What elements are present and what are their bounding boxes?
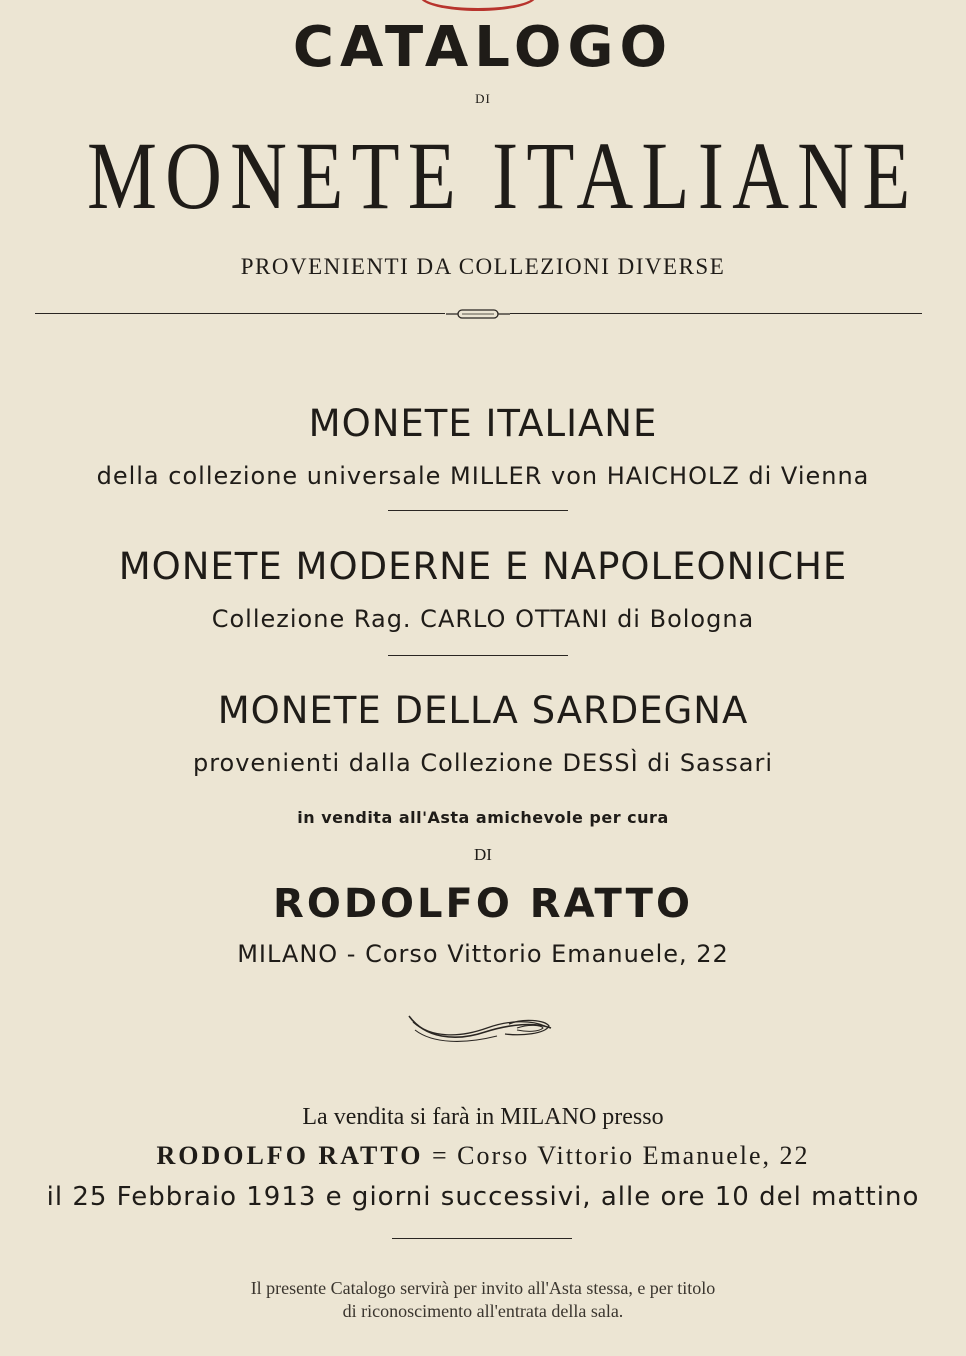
- divider-right: [510, 313, 922, 314]
- footer-note-line1: Il presente Catalogo servirà per invito all'Asta stessa, e per titolo: [250, 1278, 716, 1298]
- divider-ornament-icon: [444, 305, 512, 323]
- section-title-miller: MONETE ITALIANE: [308, 402, 658, 445]
- footer-rule: [392, 1238, 572, 1239]
- section-rule: [388, 655, 568, 656]
- di-connector: DI: [474, 845, 492, 864]
- flourish-ornament-icon: [405, 1008, 555, 1048]
- sale-venue-address: = Corso Vittorio Emanuele, 22: [423, 1141, 810, 1170]
- main-title: MONETE ITALIANE: [86, 122, 919, 229]
- catalog-heading: CATALOGO: [292, 15, 674, 80]
- section-rule: [388, 510, 568, 511]
- section-subtitle-dessi: provenienti dalla Collezione DESSÌ di Sassari: [192, 749, 774, 777]
- sale-date: il 25 Febbraio 1913 e giorni successivi, alle ore 10 del mattino: [46, 1182, 920, 1212]
- section-subtitle-ottani: Collezione Rag. CARLO OTTANI di Bologna: [211, 605, 755, 633]
- di-connector: DI: [475, 91, 491, 106]
- title-subtitle: PROVENIENTI DA COLLEZIONI DIVERSE: [240, 254, 726, 279]
- section-subtitle-miller: della collezione universale MILLER von HAICHOLZ di Vienna: [96, 462, 870, 490]
- library-stamp: [420, 0, 536, 11]
- footer-note-line2: di riconoscimento all'entrata della sala.: [342, 1301, 624, 1321]
- divider-left: [35, 313, 445, 314]
- sale-venue-name: RODOLFO RATTO: [156, 1141, 424, 1170]
- sale-venue: [0, 1143, 966, 1169]
- auctioneer-address: MILANO - Corso Vittorio Emanuele, 22: [237, 940, 729, 968]
- sale-location: La vendita si farà in MILANO presso: [302, 1104, 664, 1130]
- auctioneer-name: RODOLFO RATTO: [273, 881, 693, 927]
- section-title-dessi: MONETE DELLA SARDEGNA: [217, 689, 749, 732]
- auction-intro: in vendita all'Asta amichevole per cura: [297, 808, 669, 827]
- section-title-ottani: MONETE MODERNE E NAPOLEONICHE: [118, 545, 848, 588]
